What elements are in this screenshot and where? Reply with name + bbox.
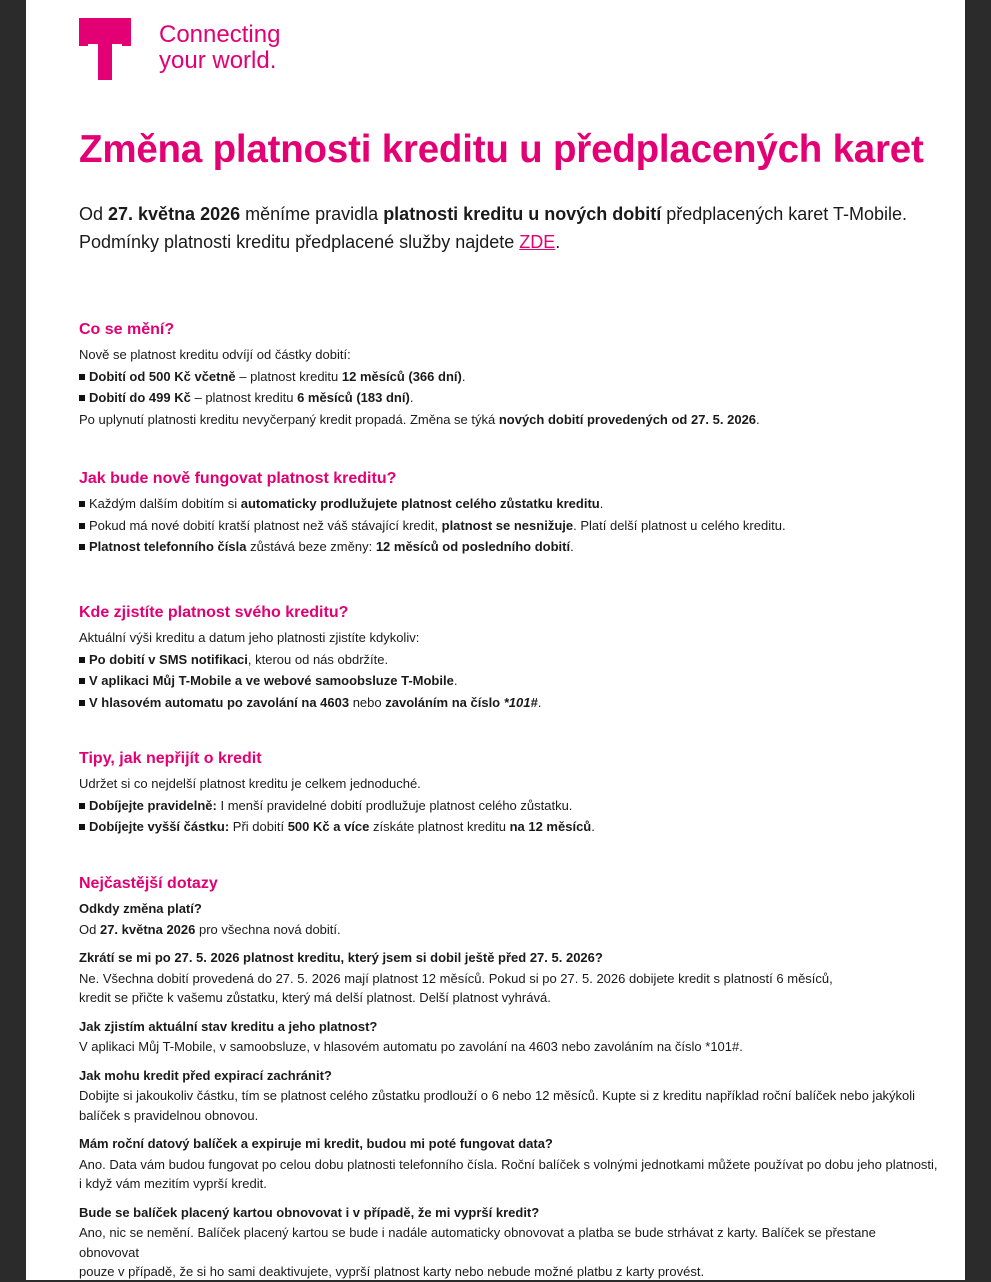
faq-answer-cont: kredit se přičte k vašemu zůstatku, který má delší platnost. Delší platnost vyhrává.: [79, 990, 551, 1005]
section-heading: Nejčastější dotazy: [79, 875, 218, 892]
section-lead: Udržet si co nejdelší platnost kreditu je celkem jednoduché.: [79, 776, 421, 791]
faq-answer: Ano, nic se nemění. Balíček placený kartou se bude i nadále automaticky obnovovat a platba se bude strhávat z karty. Balíček se přestane obnovovat: [79, 1225, 876, 1260]
faq-question: Bude se balíček placený kartou obnovovat i v případě, že mi vyprší kredit?: [79, 1204, 540, 1220]
page-title: Změna platnosti kreditu u předplacených karet: [79, 128, 924, 171]
list-item: Platnost telefonního čísla zůstává beze změny: 12 měsíců od posledního dobití.: [79, 536, 939, 558]
faq-question: Zkrátí se mi po 27. 5. 2026 platnost kreditu, který jsem si dobil ještě před 27. 5. 2026?: [79, 950, 603, 965]
list-item: Pokud má nové dobití kratší platnost než váš stávající kredit, platnost se nesnižuje. Platí delší platnost u celého kreditu.: [79, 515, 939, 537]
section-heading: Jak bude nově fungovat platnost kreditu?: [79, 470, 397, 487]
faq-question: Mám roční datový balíček a expiruje mi kredit, budou mi poté fungovat data?: [79, 1136, 553, 1151]
faq-item: [79, 1202, 939, 1282]
faq-question: Jak zjistím aktuální stav kreditu a jeho platnost?: [79, 1018, 378, 1034]
section-note: Po uplynutí platnosti kreditu nevyčerpaný kredit propadá. Změna se týká nových dobití provedených od 27. 5. 2026.: [79, 411, 760, 427]
faq-item: [79, 1133, 939, 1194]
list-item: Po dobití v SMS notifikaci, kterou od nás obdržíte.: [79, 649, 939, 671]
section-heading: Kde zjistíte platnost svého kreditu?: [79, 604, 349, 621]
faq-question: Jak mohu kredit před expirací zachránit?: [79, 1067, 332, 1083]
telekom-t-logo: [79, 18, 131, 80]
faq-answer-cont: pouze v případě, že si ho sami deaktivujete, vyprší platnost karty nebo nebude možné platbu z karty provést.: [79, 1264, 705, 1279]
faq-answer-cont: i když vám mezitím vyprší kredit.: [79, 1176, 267, 1191]
zde-link[interactable]: ZDE: [519, 232, 556, 252]
bullet-list: [79, 366, 939, 409]
faq-item: [79, 898, 939, 939]
list-item: V hlasovém automatu po zavolání na 4603 nebo zavoláním na číslo *101#.: [79, 692, 939, 714]
section-faq: [79, 873, 939, 1282]
faq-item: [79, 1016, 939, 1057]
email-page: [26, 0, 965, 1280]
section-heading: Tipy, jak nepřijít o kredit: [79, 750, 262, 767]
list-item: Dobití od 500 Kč včetně – platnost kreditu 12 měsíců (366 dní).: [79, 366, 939, 388]
section-what-changes: [79, 319, 939, 430]
section-lead: Aktuální výši kreditu a datum jeho platnosti zjistíte kdykoliv:: [79, 630, 420, 645]
intro-text: Od 27. května 2026 měníme pravidla platnosti kreditu u nových dobití předplacených karet T-Mobile. Podmínky platnosti kreditu předplacené služby najdete ZDE.: [79, 204, 907, 252]
bullet-list: [79, 649, 939, 714]
bullet-list: [79, 493, 939, 558]
faq-item: [79, 1065, 939, 1126]
faq-question: Odkdy změna platí?: [79, 901, 202, 916]
list-item: V aplikaci Můj T-Mobile a ve webové samoobsluze T-Mobile.: [79, 670, 939, 692]
list-item: Dobíjejte pravidelně: I menší pravidelné dobití prodlužuje platnost celého zůstatku.: [79, 795, 939, 817]
list-item: Dobíjejte vyšší částku: Při dobití 500 Kč a více získáte platnost kreditu na 12 měsíců.: [79, 816, 939, 838]
faq-answer: Dobijte si jakoukoliv částku, tím se platnost celého zůstatku prodlouží o 6 nebo 12 měsíců. Kupte si z kreditu například roční balíček nebo jakýkoli: [79, 1088, 916, 1103]
faq-answer: V aplikaci Můj T-Mobile, v samoobsluze, v hlasovém automatu po zavolání na 4603 nebo zavoláním na číslo *101#.: [79, 1039, 743, 1054]
faq-answer: Ano. Data vám budou fungovat po celou dobu platnosti telefonního čísla. Roční balíček s volnými jednotkami můžete používat po dobu jeho platnosti,: [79, 1156, 938, 1172]
section-heading: Co se mění?: [79, 321, 175, 338]
faq-answer-cont: balíček s pravidelnou obnovou.: [79, 1107, 259, 1123]
faq-item: [79, 947, 939, 1008]
section-lead: Nově se platnost kreditu odvíjí od částky dobití:: [79, 347, 351, 362]
bullet-list: [79, 795, 939, 838]
brand-tagline: Connecting your world.: [159, 21, 281, 74]
faq-answer: Od 27. května 2026 pro všechna nová dobití.: [79, 921, 341, 937]
section-tips: [79, 748, 939, 838]
list-item: Každým dalším dobitím si automaticky prodlužujete platnost celého zůstatku kreditu.: [79, 493, 939, 515]
list-item: Dobití do 499 Kč – platnost kreditu 6 měsíců (183 dní).: [79, 387, 939, 409]
faq-answer: Ne. Všechna dobití provedená do 27. 5. 2026 mají platnost 12 měsíců. Pokud si po 27. 5. 2026 dobijete kredit s platností 6 měsíců,: [79, 970, 833, 986]
section-where-to-check: [79, 602, 939, 713]
section-how-it-works: [79, 468, 939, 558]
